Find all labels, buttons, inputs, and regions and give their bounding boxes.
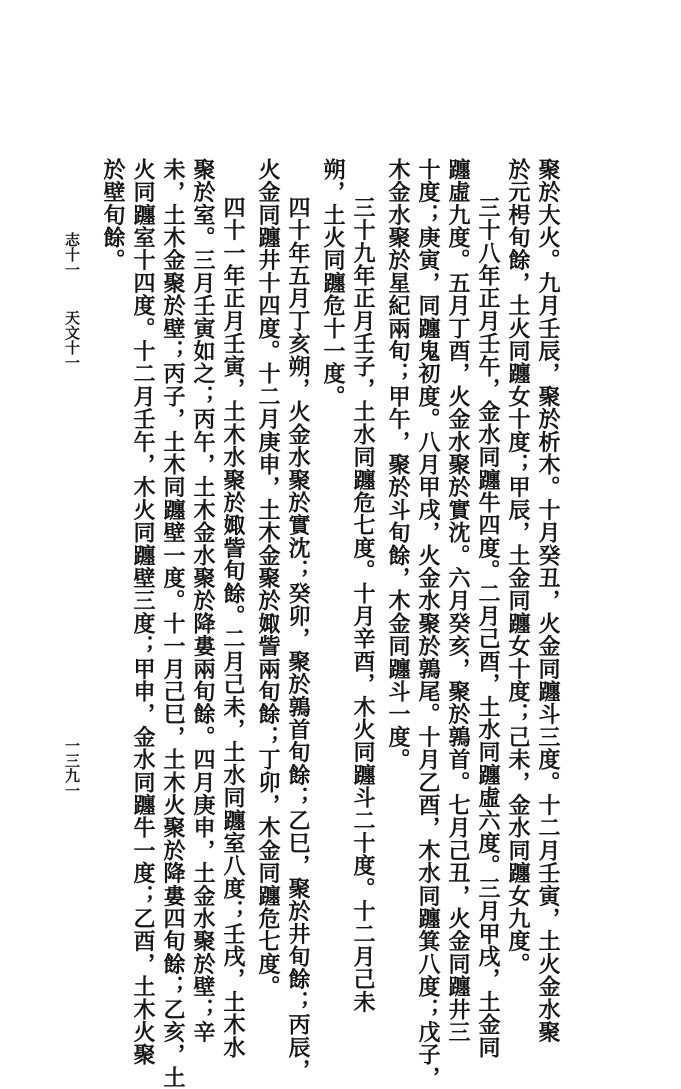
text-column-14: 火同躔室十四度。十二月壬午，木火同躔壁三度；甲申，金水同躔牛一度；乙酉，土木火聚 xyxy=(130,158,156,1066)
text-column-3: 三十八年正月壬午，金水同躔牛四度。二月己酉，土水同躔虛六度。三月甲戌，土金同 xyxy=(475,196,501,1059)
book-title: 志十一 xyxy=(63,232,81,277)
text-column-2: 於元枵旬餘，土火同躔女十度；甲辰，土金同躔女十度；己未，金水同躔女九度。 xyxy=(505,158,531,976)
text-column-4: 躔虛九度。五月丁酉，火金水聚於實沈。六月癸亥，聚於鶉首。七月己丑，火金同躔井三 xyxy=(445,158,471,1044)
text-column-10: 火金同躔井十四度。十二月庚申，土木金聚於娵訾兩旬餘；丁卯，木金同躔危七度。 xyxy=(255,158,281,998)
text-column-12: 聚於室。三月壬寅如之；丙午，土木金水聚於降婁兩旬餘。四月庚申，土金水聚於壁；辛 xyxy=(190,158,216,1044)
text-column-5: 十度；庚寅，同躔鬼初度。八月甲戌，火金水聚於鶉尾。十月乙酉，木水同躔箕八度；戊子， xyxy=(415,158,441,1089)
text-column-9: 四十年五月丁亥朔，火金水聚於實沈；癸卯，聚於鶉首旬餘；乙巳，聚於井旬餘；丙辰， xyxy=(285,196,311,1082)
text-column-8: 朔，土火同躔危十一度。 xyxy=(320,158,346,408)
text-column-7: 三十九年正月壬子，土水同躔危七度。十月辛酉，木火同躔斗二十度。十二月己未 xyxy=(350,196,376,1014)
text-column-1: 聚於大火。九月壬辰，聚於析木。十月癸丑，火金同躔斗三度。十二月壬寅，土火金水聚 xyxy=(535,158,561,1044)
text-column-15: 於壁旬餘。 xyxy=(100,158,126,272)
page-number: 一三九一 xyxy=(63,738,81,798)
text-column-11: 四十一年正月壬寅，土木水聚於娵訾旬餘。二月己未，土水同躔室八度；壬戌，土木水 xyxy=(220,196,246,1059)
text-column-13: 未，土木金聚於壁；丙子，土木同躔壁一度。十一月己巳，土木火聚於降婁四旬餘；乙亥，土 xyxy=(160,158,186,1089)
text-column-6: 木金水聚於星紀兩旬；甲午，聚於斗旬餘，木金同躔斗一度。 xyxy=(385,158,411,771)
section-title: 天文十一 xyxy=(63,310,81,370)
